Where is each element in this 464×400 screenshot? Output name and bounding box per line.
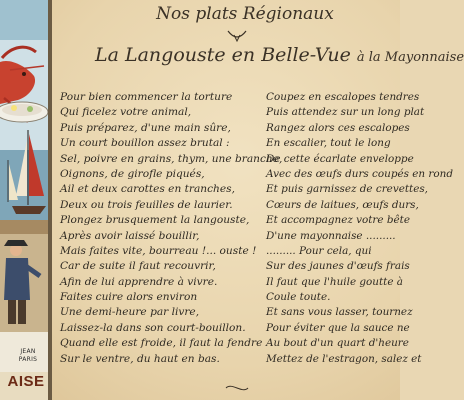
recipe-right-line: Sur des jaunes d'œufs frais [266,260,410,273]
bottom-ornament-icon [222,382,252,394]
series-title: Nos plats Régionaux [156,4,334,24]
recipe-left-line: Deux ou trois feuilles de laurier. [60,198,233,211]
recipe-left-line: Puis préparez, d'une main sûre, [60,121,231,134]
recipe-left-line: Qui ficelez votre animal, [60,106,192,119]
recipe-left-line: Pour bien commencer la torture [60,91,233,103]
illustration-caption: AISE [7,373,45,390]
recipe-right-line: Et puis garnissez de crevettes, [266,183,428,196]
recipe-left-line: Ail et deux carottes en tranches, [60,183,235,196]
illustrator-credit: JEAN PARIS [18,348,38,363]
recipe-column-left [60,90,283,367]
recipe-left-line: Faites cuire alors environ [60,291,198,304]
recipe-right-line: Avec des œufs durs coupés en rond [266,167,453,180]
recipe-right-line: Pour éviter que la sauce ne [266,321,410,334]
recipe-right-line: Coule toute. [266,291,331,304]
recipe-left-line: Car de suite il faut recouvrir, [60,260,216,273]
recipe-right-line: Cœurs de laitues, œufs durs, [266,198,419,211]
recipe-left-line: Afin de lui apprendre à vivre. [60,275,218,288]
recipe-right-line: De cette écarlate enveloppe [266,152,414,165]
lobster-illustration [0,0,52,400]
recipe-left-line: Oignons, de girofle piqués, [60,167,205,180]
recipe-right-line: Et sans vous lasser, tournez [266,306,413,319]
recipe-right-line: Mettez de l'estragon, salez et [266,352,422,365]
recipe-left-line: Mais faites vite, bourreau !... ouste ! [60,244,257,257]
recipe-right-line: Puis attendez sur un long plat [266,106,425,119]
recipe-right-line: Rangez alors ces escalopes [266,121,410,134]
ornament-icon [222,27,252,43]
illustration-artwork [0,0,52,400]
recipe-right-line: Au bout d'un quart d'heure [266,337,409,350]
recipe-right-line: Il faut que l'huile goutte à [266,275,403,288]
recipe-left-line: Quand elle est froide, il faut la fendre [60,337,263,350]
recipe-right-line: Coupez en escalopes tendres [266,91,420,103]
recipe-left-line: Sel, poivre en grains, thym, une branche, [60,152,283,165]
recipe-left-line: Sur le ventre, du haut en bas. [60,352,220,365]
recipe-left-line: Plongez brusquement la langouste, [60,214,250,227]
recipe-title-suffix: à la Mayonnaise [356,50,464,65]
recipe-right-line: Et accompagnez votre bête [266,214,410,227]
recipe-right-line: ......... Pour cela, qui [266,244,372,257]
recipe-title [95,44,464,66]
recipe-right-line: D'une mayonnaise ......... [266,229,396,242]
recipe-left-line: Une demi-heure par livre, [60,306,200,319]
recipe-right-line: En escalier, tout le long [266,137,391,150]
recipe-column-right [266,90,453,367]
recipe-left-line: Laissez-la dans son court-bouillon. [60,321,246,334]
recipe-title-main: La Langouste en Belle-Vue [95,44,351,66]
recipe-left-line: Après avoir laissé bouillir, [60,229,200,242]
recipe-left-line: Un court bouillon assez brutal : [60,137,230,150]
